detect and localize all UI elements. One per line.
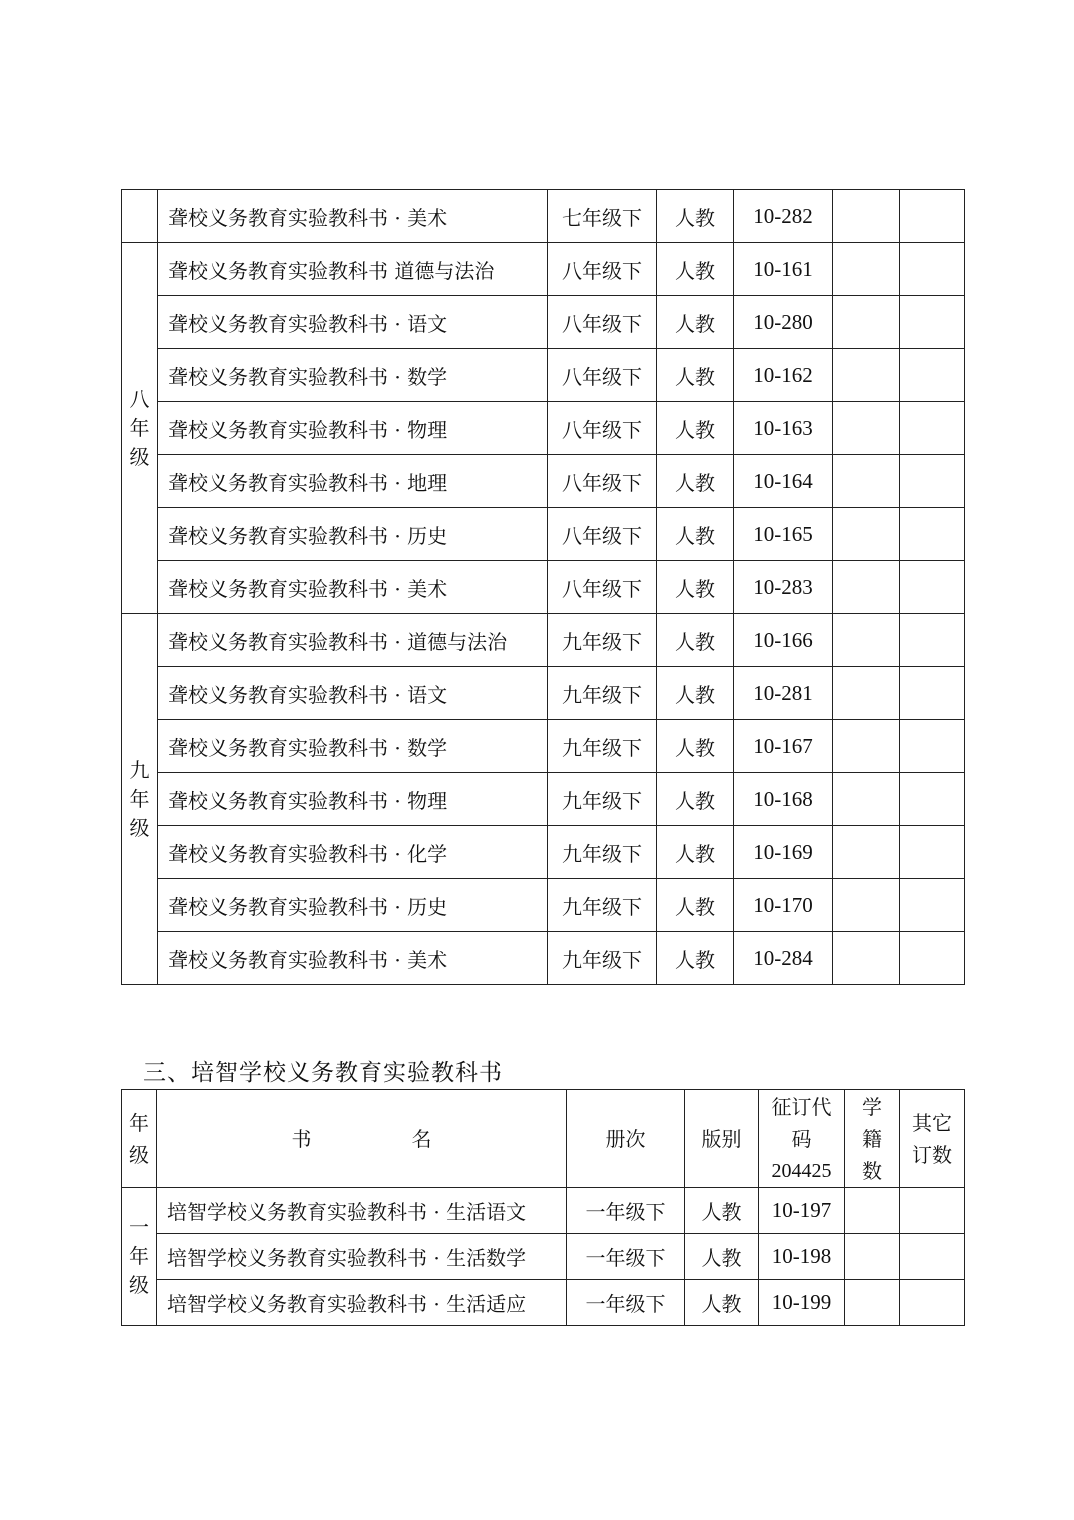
student-count-cell[interactable] xyxy=(833,561,900,614)
publisher-cell: 人教 xyxy=(685,1280,759,1326)
header-publisher: 版别 xyxy=(685,1090,759,1188)
other-count-cell[interactable] xyxy=(900,932,965,985)
publisher-cell: 人教 xyxy=(657,508,734,561)
student-count-cell[interactable] xyxy=(833,720,900,773)
table-row xyxy=(122,455,965,508)
book-name-cell: 培智学校义务教育实验教科书 · 生活语文 xyxy=(157,1188,567,1234)
grade-cell: 九 年 级 xyxy=(122,614,158,985)
publisher-cell: 人教 xyxy=(685,1188,759,1234)
publisher-cell: 人教 xyxy=(657,773,734,826)
table-body xyxy=(122,1090,965,1326)
volume-cell: 一年级下 xyxy=(567,1280,685,1326)
publisher-cell: 人教 xyxy=(657,879,734,932)
table-row xyxy=(122,349,965,402)
volume-cell: 九年级下 xyxy=(548,773,657,826)
book-name-cell: 聋校义务教育实验教科书 · 美术 xyxy=(158,561,548,614)
book-name-cell: 聋校义务教育实验教科书 · 语文 xyxy=(158,296,548,349)
table-row xyxy=(122,190,965,243)
order-code-cell: 10-283 xyxy=(734,561,833,614)
student-count-cell[interactable] xyxy=(833,508,900,561)
publisher-cell: 人教 xyxy=(657,614,734,667)
student-count-cell[interactable] xyxy=(833,190,900,243)
student-count-cell[interactable] xyxy=(833,932,900,985)
volume-cell: 七年级下 xyxy=(548,190,657,243)
order-code-cell: 10-164 xyxy=(734,455,833,508)
volume-cell: 九年级下 xyxy=(548,614,657,667)
order-code-cell: 10-162 xyxy=(734,349,833,402)
header-book-name: 书 名 xyxy=(157,1090,567,1188)
other-count-cell[interactable] xyxy=(900,667,965,720)
publisher-cell: 人教 xyxy=(657,932,734,985)
student-count-cell[interactable] xyxy=(833,826,900,879)
volume-cell: 八年级下 xyxy=(548,243,657,296)
student-count-cell[interactable] xyxy=(833,455,900,508)
book-name-cell: 聋校义务教育实验教科书 · 美术 xyxy=(158,190,548,243)
grade-cell: 八 年 级 xyxy=(122,243,158,614)
book-name-cell: 聋校义务教育实验教科书 · 美术 xyxy=(158,932,548,985)
book-name-cell: 培智学校义务教育实验教科书 · 生活数学 xyxy=(157,1234,567,1280)
other-count-cell[interactable] xyxy=(900,243,965,296)
table-row xyxy=(122,720,965,773)
order-code-cell: 10-167 xyxy=(734,720,833,773)
book-name-cell: 聋校义务教育实验教科书 道德与法治 xyxy=(158,243,548,296)
other-count-cell[interactable] xyxy=(900,349,965,402)
order-code-cell: 10-284 xyxy=(734,932,833,985)
other-count-cell[interactable] xyxy=(900,402,965,455)
publisher-cell: 人教 xyxy=(657,190,734,243)
student-count-cell[interactable] xyxy=(833,879,900,932)
volume-cell: 八年级下 xyxy=(548,296,657,349)
book-name-cell: 聋校义务教育实验教科书 · 历史 xyxy=(158,508,548,561)
volume-cell: 九年级下 xyxy=(548,879,657,932)
other-count-cell[interactable] xyxy=(900,296,965,349)
table-row xyxy=(122,296,965,349)
table-row xyxy=(122,1280,965,1326)
book-name-cell: 聋校义务教育实验教科书 · 历史 xyxy=(158,879,548,932)
student-count-cell[interactable] xyxy=(833,402,900,455)
order-code-cell: 10-282 xyxy=(734,190,833,243)
volume-cell: 八年级下 xyxy=(548,349,657,402)
student-count-cell[interactable] xyxy=(845,1188,900,1234)
header-row xyxy=(122,1090,965,1188)
textbook-table-special-school xyxy=(121,1089,965,1326)
publisher-cell: 人教 xyxy=(657,561,734,614)
student-count-cell[interactable] xyxy=(833,349,900,402)
table-row xyxy=(122,932,965,985)
section-title: 三、培智学校义务教育实验教科书 xyxy=(143,1060,503,1086)
other-count-cell[interactable] xyxy=(900,1280,965,1326)
other-count-cell[interactable] xyxy=(900,1234,965,1280)
publisher-cell: 人教 xyxy=(657,243,734,296)
student-count-cell[interactable] xyxy=(833,296,900,349)
order-code-cell: 10-170 xyxy=(734,879,833,932)
student-count-cell[interactable] xyxy=(845,1280,900,1326)
table-body xyxy=(122,190,965,985)
volume-cell: 八年级下 xyxy=(548,561,657,614)
order-code-cell: 10-168 xyxy=(734,773,833,826)
volume-cell: 九年级下 xyxy=(548,667,657,720)
grade-cell: 一 年 级 xyxy=(122,1188,157,1326)
table-row xyxy=(122,879,965,932)
table-row xyxy=(122,561,965,614)
publisher-cell: 人教 xyxy=(657,296,734,349)
volume-cell: 八年级下 xyxy=(548,402,657,455)
other-count-cell[interactable] xyxy=(900,614,965,667)
student-count-cell[interactable] xyxy=(833,243,900,296)
order-code-cell: 10-198 xyxy=(759,1234,845,1280)
book-name-cell: 聋校义务教育实验教科书 · 物理 xyxy=(158,402,548,455)
volume-cell: 九年级下 xyxy=(548,932,657,985)
header-volume: 册次 xyxy=(567,1090,685,1188)
other-count-cell[interactable] xyxy=(900,720,965,773)
other-count-cell[interactable] xyxy=(900,1188,965,1234)
book-name-cell: 聋校义务教育实验教科书 · 语文 xyxy=(158,667,548,720)
order-code-cell: 10-199 xyxy=(759,1280,845,1326)
table-row xyxy=(122,826,965,879)
table-row xyxy=(122,243,965,296)
volume-cell: 一年级下 xyxy=(567,1234,685,1280)
order-code-cell: 10-280 xyxy=(734,296,833,349)
other-count-cell[interactable] xyxy=(900,455,965,508)
header-other-count: 其它 订数 xyxy=(900,1090,965,1188)
other-count-cell[interactable] xyxy=(900,826,965,879)
order-code-cell: 10-161 xyxy=(734,243,833,296)
table-row xyxy=(122,508,965,561)
student-count-cell[interactable] xyxy=(833,614,900,667)
table-row xyxy=(122,773,965,826)
order-code-cell: 10-169 xyxy=(734,826,833,879)
publisher-cell: 人教 xyxy=(685,1234,759,1280)
other-count-cell[interactable] xyxy=(900,561,965,614)
volume-cell: 八年级下 xyxy=(548,508,657,561)
publisher-cell: 人教 xyxy=(657,455,734,508)
header-student-count: 学 籍 数 xyxy=(845,1090,900,1188)
other-count-cell[interactable] xyxy=(900,190,965,243)
book-name-cell: 聋校义务教育实验教科书 · 道德与法治 xyxy=(158,614,548,667)
volume-cell: 九年级下 xyxy=(548,826,657,879)
publisher-cell: 人教 xyxy=(657,826,734,879)
other-count-cell[interactable] xyxy=(900,879,965,932)
table-row xyxy=(122,1234,965,1280)
order-code-cell: 10-163 xyxy=(734,402,833,455)
table-row xyxy=(122,614,965,667)
book-name-cell: 聋校义务教育实验教科书 · 地理 xyxy=(158,455,548,508)
volume-cell: 九年级下 xyxy=(548,720,657,773)
textbook-table-deaf-school xyxy=(121,189,965,985)
order-code-cell: 10-197 xyxy=(759,1188,845,1234)
publisher-cell: 人教 xyxy=(657,402,734,455)
order-code-cell: 10-281 xyxy=(734,667,833,720)
table-row xyxy=(122,1188,965,1234)
other-count-cell[interactable] xyxy=(900,508,965,561)
student-count-cell[interactable] xyxy=(845,1234,900,1280)
order-code-cell: 10-165 xyxy=(734,508,833,561)
header-grade: 年 级 xyxy=(122,1090,157,1188)
student-count-cell[interactable] xyxy=(833,667,900,720)
table-row xyxy=(122,667,965,720)
publisher-cell: 人教 xyxy=(657,720,734,773)
book-name-cell: 培智学校义务教育实验教科书 · 生活适应 xyxy=(157,1280,567,1326)
other-count-cell[interactable] xyxy=(900,773,965,826)
student-count-cell[interactable] xyxy=(833,773,900,826)
book-name-cell: 聋校义务教育实验教科书 · 化学 xyxy=(158,826,548,879)
volume-cell: 一年级下 xyxy=(567,1188,685,1234)
order-code-cell: 10-166 xyxy=(734,614,833,667)
book-name-cell: 聋校义务教育实验教科书 · 物理 xyxy=(158,773,548,826)
table-row xyxy=(122,402,965,455)
publisher-cell: 人教 xyxy=(657,349,734,402)
publisher-cell: 人教 xyxy=(657,667,734,720)
grade-cell xyxy=(122,190,158,243)
book-name-cell: 聋校义务教育实验教科书 · 数学 xyxy=(158,720,548,773)
header-code: 征订代 码 204425 xyxy=(759,1090,845,1188)
book-name-cell: 聋校义务教育实验教科书 · 数学 xyxy=(158,349,548,402)
volume-cell: 八年级下 xyxy=(548,455,657,508)
